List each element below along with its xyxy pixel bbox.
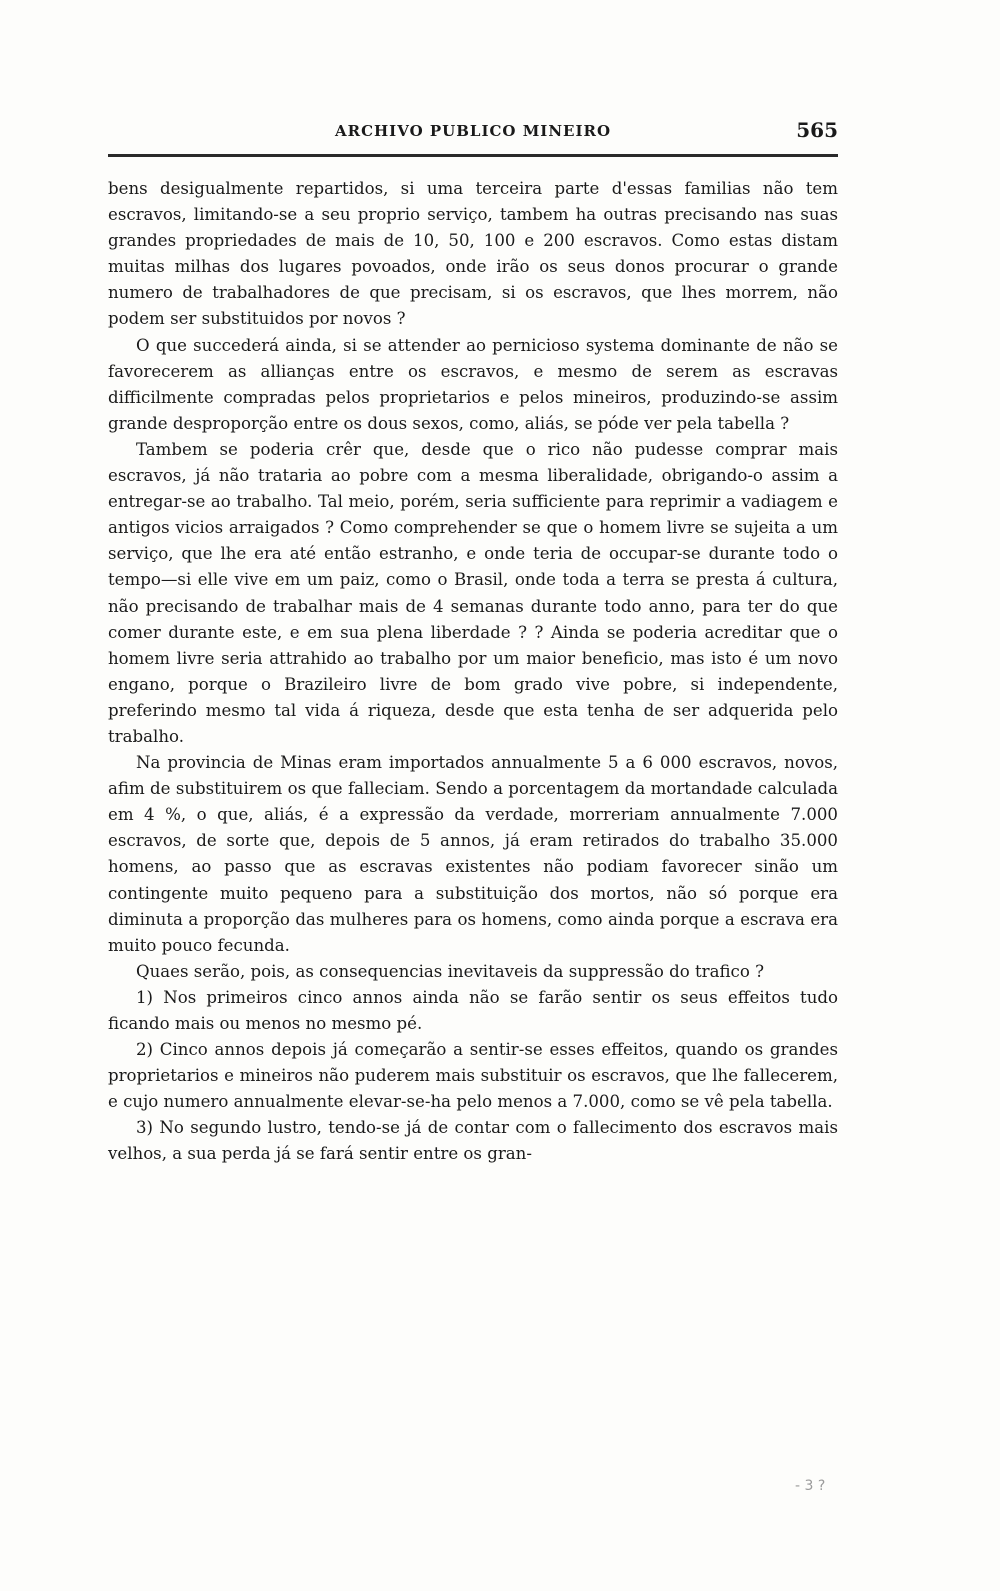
running-title: ARCHIVO PUBLICO MINEIRO <box>334 122 612 140</box>
numbered-item: 1) Nos primeiros cinco annos ainda não se farão sentir os seus effeitos tudo ficando mais ou menos no mesmo pé. <box>108 987 838 1033</box>
paragraph: Tambem se poderia crêr que, desde que o rico não pudesse comprar mais escravos, já não trataria ao pobre com a mesma liberalidade, obrigando-o assim a entregar-se ao trabalho. Tal meio, porém, seria sufficiente para reprimir a vadiagem e antigos vicios arraigados ? Como comprehender se que o homem livre se sujeita a um serviço, que lhe era até então estranho, e onde teria de occupar-se durante todo o tempo—si elle vive em um paiz, como o Brasil, onde toda a terra se presta á cultura, não precisando de trabalhar mais de 4 semanas durante todo anno, para ter do que comer durante este, e em sua plena liberdade ? ? Ainda se poderia acreditar que o homem livre seria attrahido ao trabalho por um maior beneficio, mas isto é um novo engano, porque o Brazileiro livre de bom grado vive pobre, si independente, preferindo mesmo tal vida á riqueza, desde que esta tenha de ser adquerida pelo trabalho. <box>108 439 838 746</box>
body-text <box>108 176 838 1168</box>
paragraph: Quaes serão, pois, as consequencias inevitaveis da suppressão do trafico ? <box>136 961 765 981</box>
paragraph-continuation: bens desigualmente repartidos, si uma terceira parte d'essas familias não tem escravos, limitando-se a seu proprio serviço, tambem ha outras precisando nas suas grandes propriedades de mais de 10, 50, 100 e 200 escravos. Como estas distam muitas milhas dos lugares povoados, onde irão os seus donos procurar o grande numero de trabalhadores de que precisam, si os escravos, que lhes morrem, não podem ser substituidos por novos ? <box>108 179 838 329</box>
corner-mark: - 3 ? <box>795 1478 826 1494</box>
page-number: 565 <box>796 118 838 142</box>
header-rule <box>108 154 838 157</box>
numbered-item: 2) Cinco annos depois já começarão a sentir-se esses effeitos, quando os grandes proprietarios e mineiros não puderem mais substituir os escravos, que lhe fallecerem, e cujo numero annualmente elevar-se-ha pelo menos a 7.000, como se vê pela tabella. <box>108 1040 838 1112</box>
paragraph: O que succederá ainda, si se attender ao pernicioso systema dominante de não se favorecerem as allianças entre os escravos, e mesmo de serem as escravas difficilmente compradas pelos proprietarios e pelos mineiros, produzindo-se assim grande desproporção entre os dous sexos, como, aliás, se póde ver pela tabella ? <box>108 335 838 433</box>
page-header <box>108 116 838 146</box>
paragraph: Na provincia de Minas eram importados annualmente 5 a 6 000 escravos, novos, afim de substituirem os que falleciam. Sendo a porcentagem da mortandade calculada em 4 %, o que, aliás, é a expressão da verdade, morreriam annualmente 7.000 escravos, de sorte que, depois de 5 annos, já eram retirados do trabalho 35.000 homens, ao passo que as escravas existentes não podiam favorecer sinão um contingente muito pequeno para a substituição dos mortos, não só porque era diminuta a proporção das mulheres para os homens, como ainda porque a escrava era muito pouco fecunda. <box>108 753 838 955</box>
numbered-item: 3) No segundo lustro, tendo-se já de contar com o fallecimento dos escravos mais velhos, a sua perda já se fará sentir entre os gran- <box>108 1118 838 1164</box>
